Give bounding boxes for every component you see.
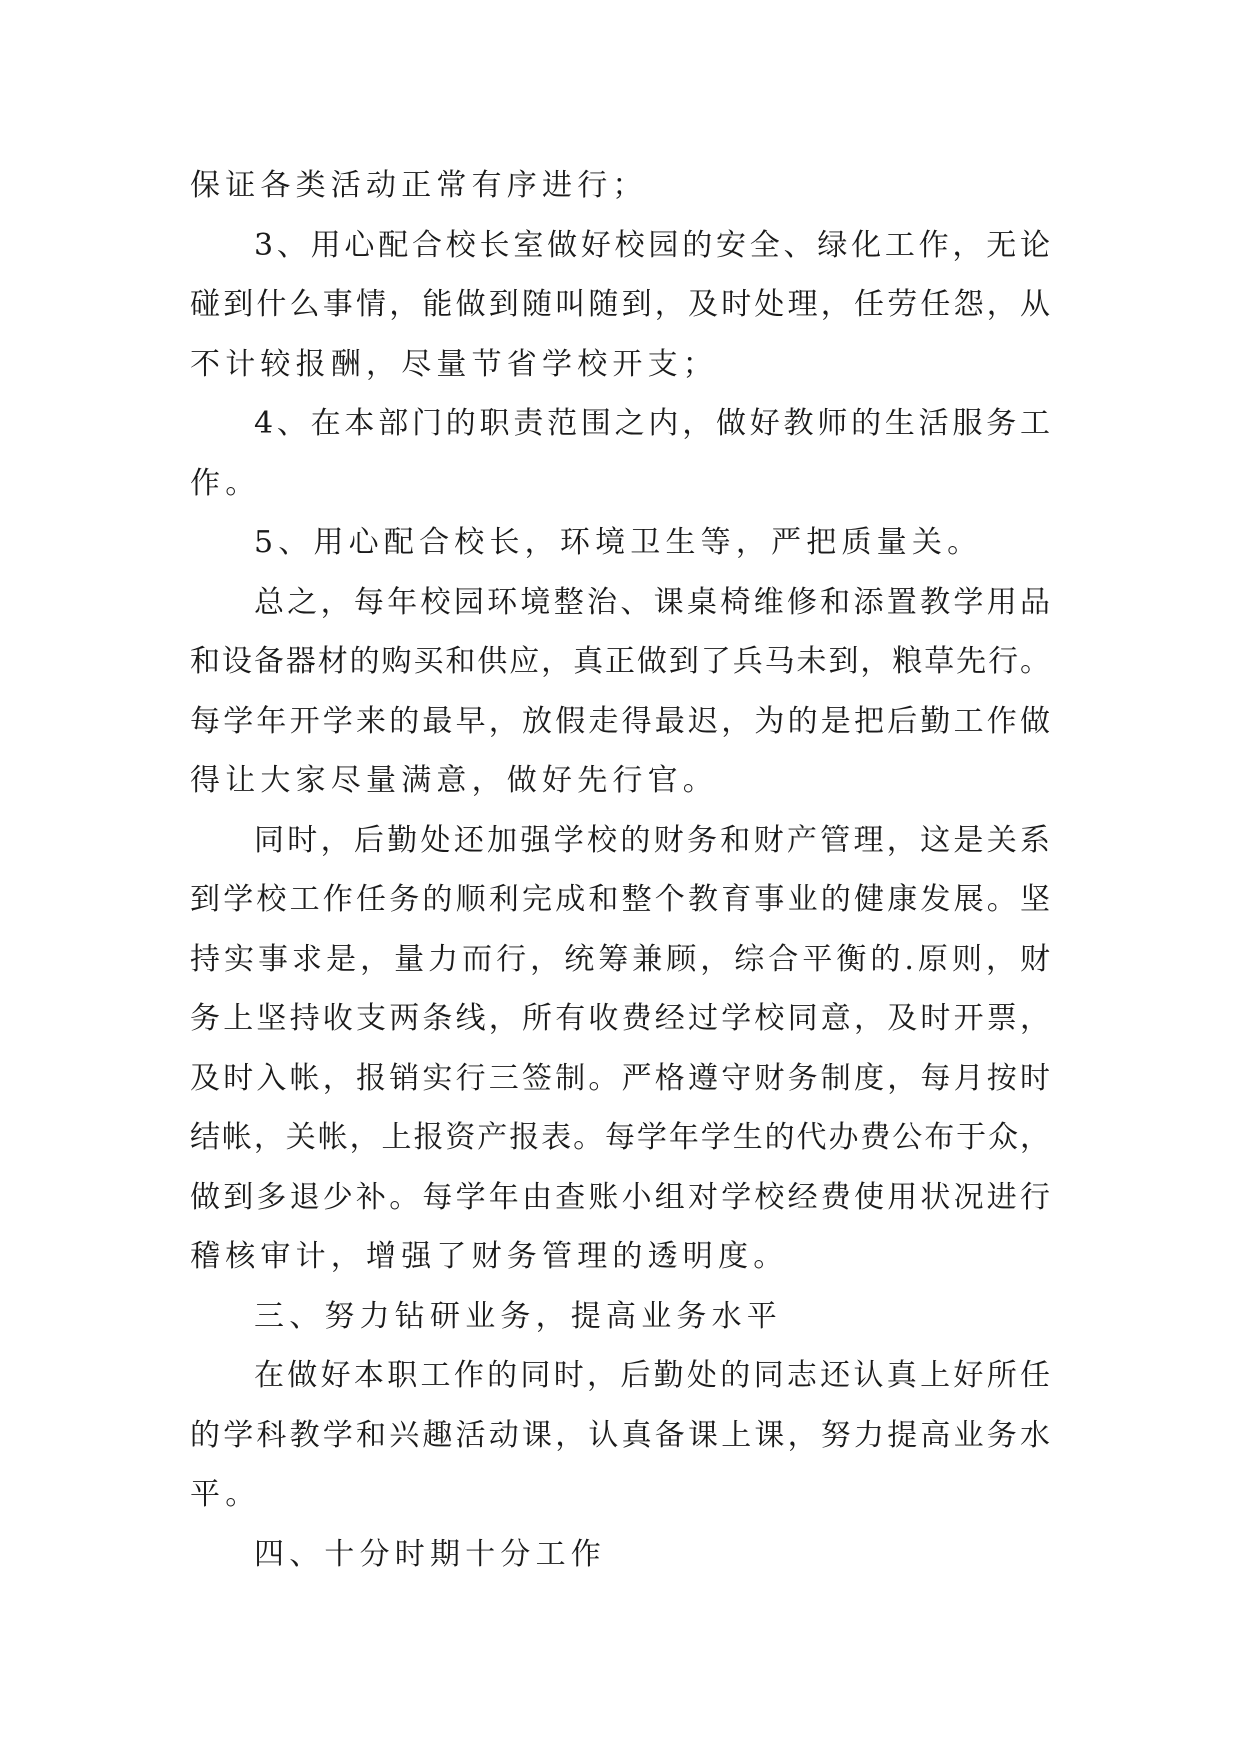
text-line: 和设备器材的购买和供应，真正做到了兵马未到，粮草先行。 xyxy=(190,644,1050,679)
text-line: 碰到什么事情，能做到随叫随到，及时处理，任劳任怨，从 xyxy=(190,287,1050,322)
text-line: 4、在本部门的职责范围之内，做好教师的生活服务工 xyxy=(254,406,1050,441)
text-line: 务上坚持收支两条线，所有收费经过学校同意，及时开票， xyxy=(190,1001,1050,1036)
text-line: 及时入帐，报销实行三签制。严格遵守财务制度，每月按时 xyxy=(190,1060,1050,1096)
text-line: 每学年开学来的最早，放假走得最迟，为的是把后勤工作做 xyxy=(190,703,1050,739)
text-line: 3、用心配合校长室做好校园的安全、绿化工作，无论 xyxy=(254,227,1050,263)
text-line: 作。 xyxy=(190,465,261,501)
text-line: 得让大家尽量满意，做好先行官。 xyxy=(190,763,718,798)
text-line: 在做好本职工作的同时，后勤处的同志还认真上好所任 xyxy=(254,1358,1050,1393)
text-line: 5、用心配合校长，环境卫生等，严把质量关。 xyxy=(254,525,983,560)
text-line: 不计较报酬，尽量节省学校开支； xyxy=(190,346,718,382)
text-line: 做到多退少补。每学年由查账小组对学校经费使用状况进行 xyxy=(190,1179,1050,1215)
text-line: 平。 xyxy=(190,1477,261,1512)
text-line: 稽核审计，增强了财务管理的透明度。 xyxy=(190,1239,789,1274)
text-line: 到学校工作任务的顺利完成和整个教育事业的健康发展。坚 xyxy=(190,882,1050,917)
text-line: 结帐，关帐，上报资产报表。每学年学生的代办费公布于众， xyxy=(190,1120,1050,1155)
section-heading: 四、十分时期十分工作 xyxy=(254,1536,606,1572)
text-line: 持实事求是，量力而行，统筹兼顾，综合平衡的.原则，财 xyxy=(190,941,1050,977)
text-line: 的学科教学和兴趣活动课，认真备课上课，努力提高业务水 xyxy=(190,1417,1050,1453)
document-body xyxy=(190,156,1050,1584)
text-line: 保证各类活动正常有序进行； xyxy=(190,168,648,203)
text-line: 同时，后勤处还加强学校的财务和财产管理，这是关系 xyxy=(254,822,1050,858)
section-heading: 三、努力钻研业务，提高业务水平 xyxy=(254,1298,782,1334)
text-line: 总之，每年校园环境整治、课桌椅维修和添置教学用品 xyxy=(254,584,1050,620)
